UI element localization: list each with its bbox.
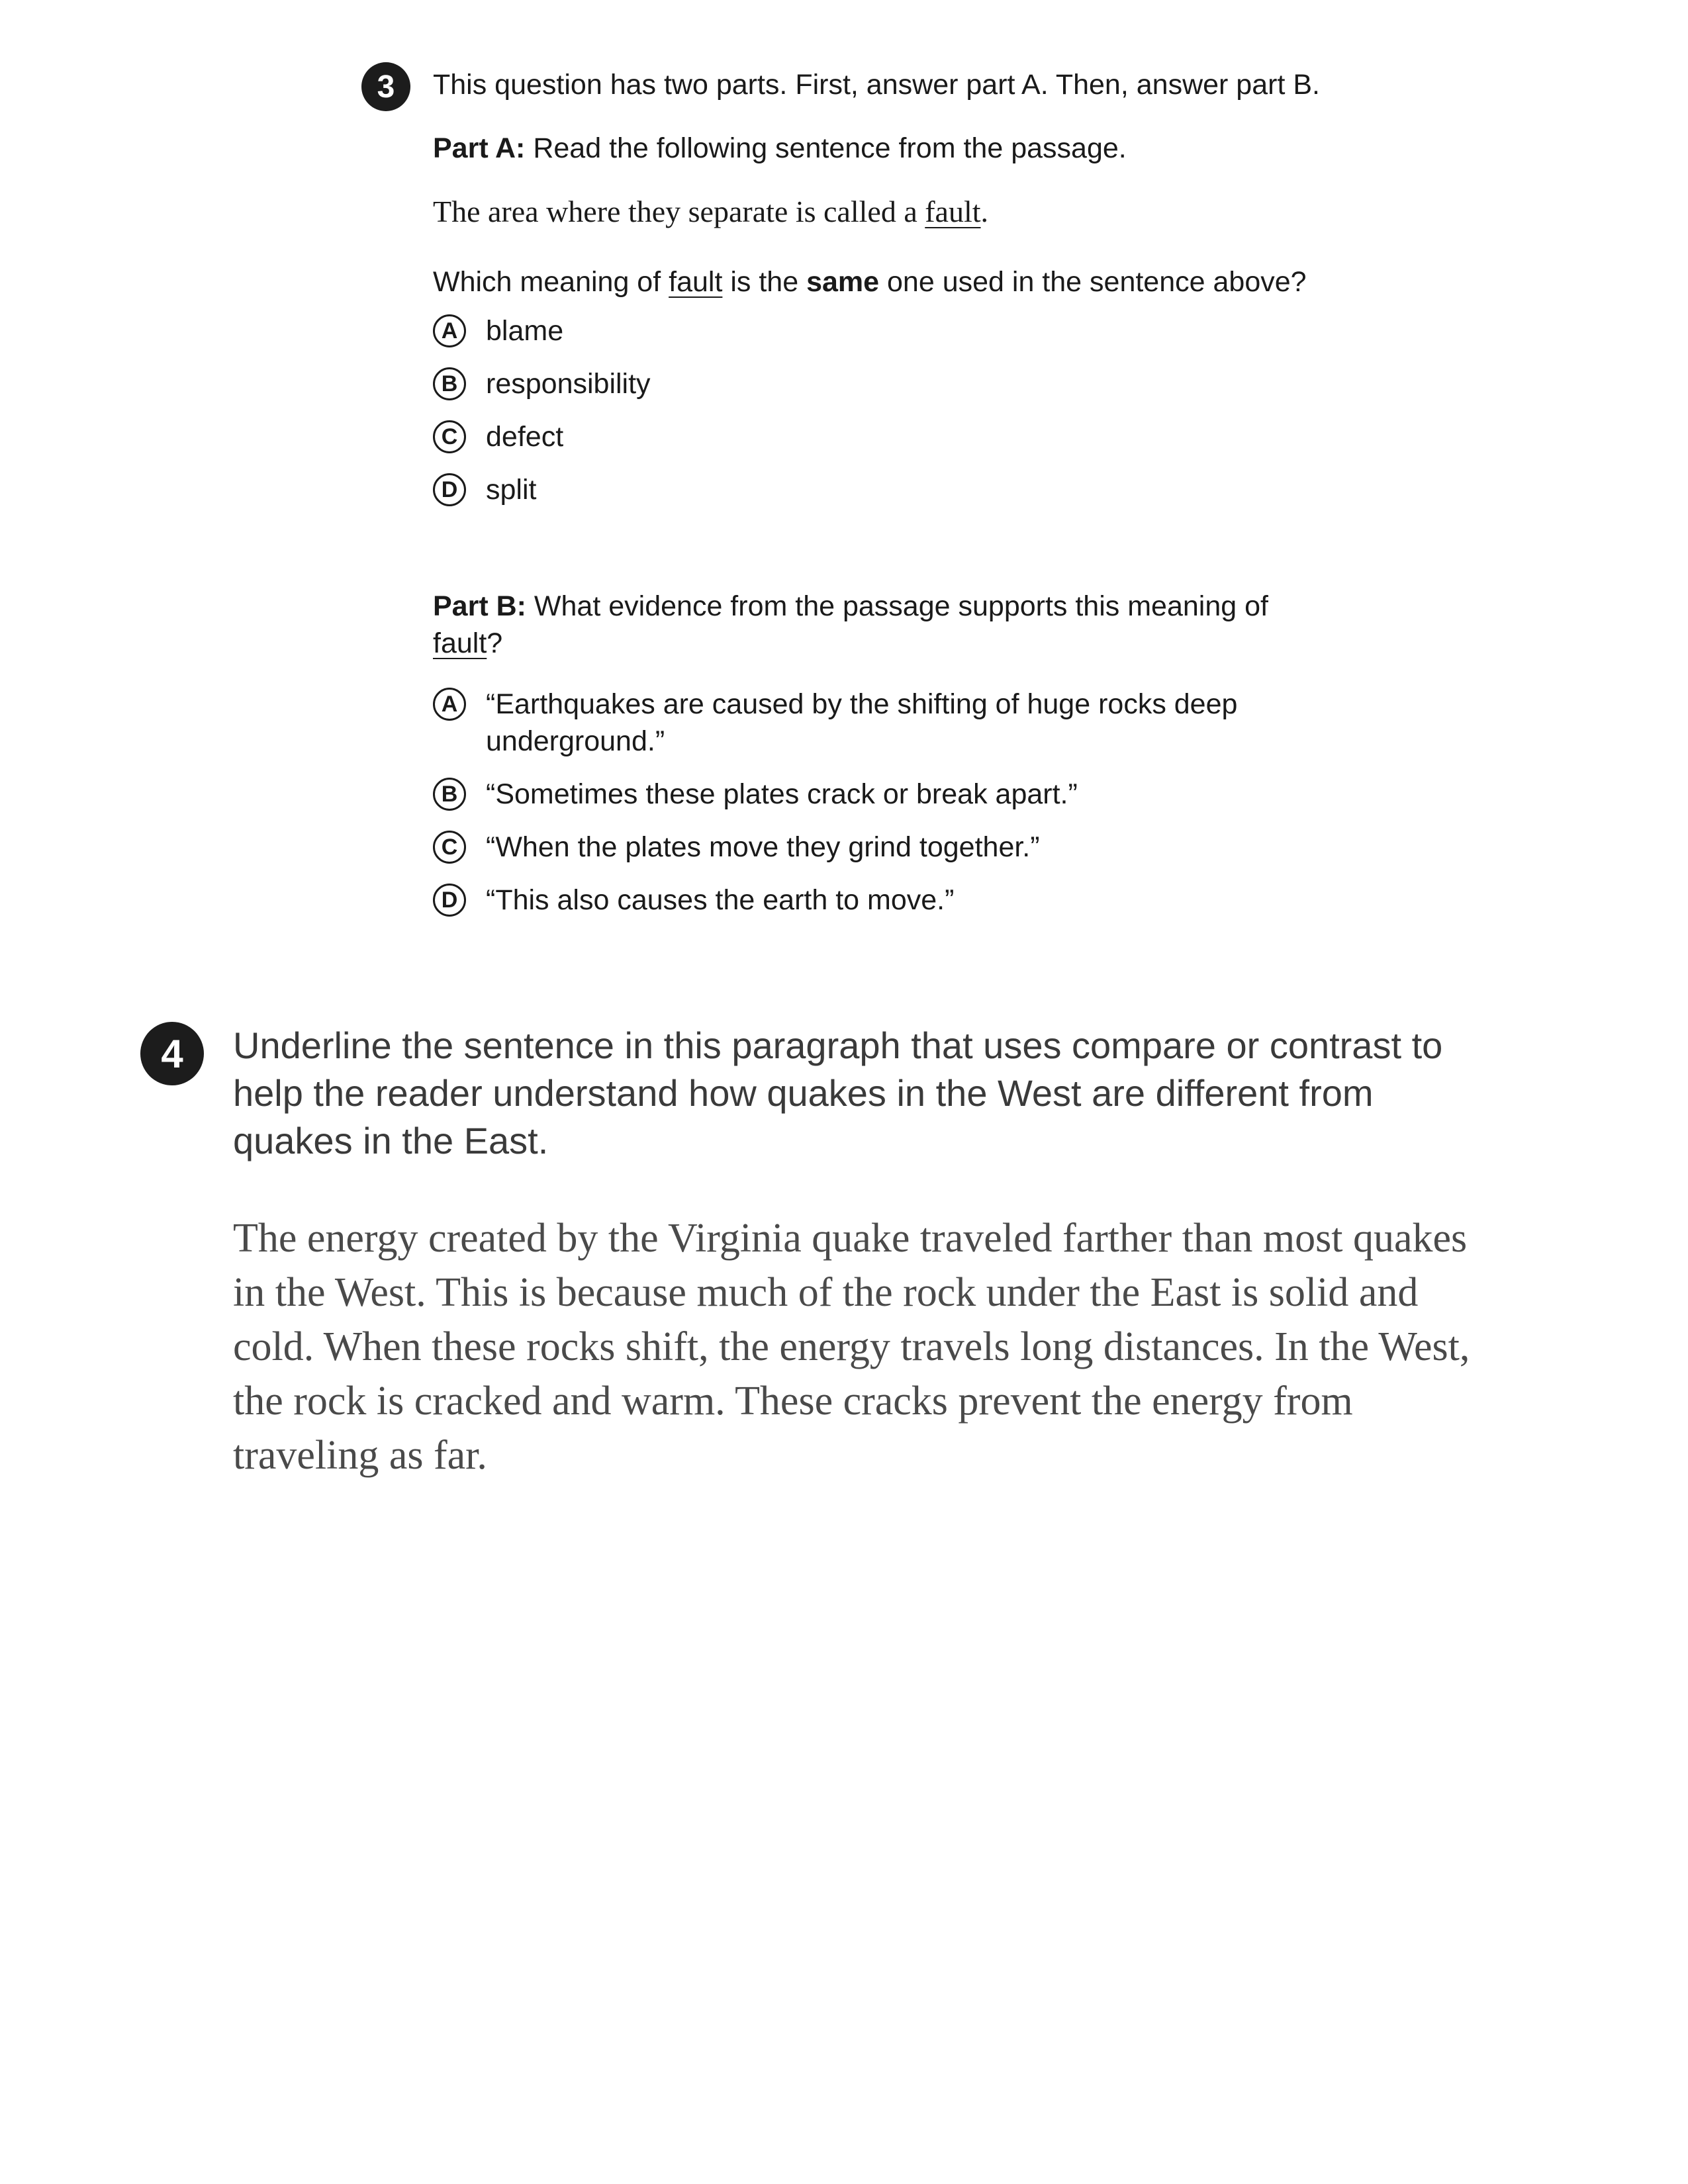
part-b-choice-c[interactable] xyxy=(433,829,1466,866)
excerpt-end: . xyxy=(980,195,989,228)
answer-bubble[interactable]: B xyxy=(433,367,466,400)
passage-sentence-5[interactable]: These cracks prevent the energy from traveling as far. xyxy=(233,1379,1353,1478)
choice-text: “When the plates move they grind together.” xyxy=(486,831,1040,863)
part-a-choice-b[interactable] xyxy=(433,365,1466,402)
part-a-question-middle: is the xyxy=(722,266,807,298)
part-a-choices xyxy=(433,312,1466,508)
answer-bubble[interactable]: A xyxy=(433,314,466,347)
passage-sentence-3[interactable]: When these rocks shift, the energy travels long distances. xyxy=(323,1324,1264,1369)
part-b-choices xyxy=(433,686,1466,919)
part-a-choice-c[interactable] xyxy=(433,418,1466,455)
part-a-label: Part A: xyxy=(433,132,526,164)
part-a-choice-d[interactable] xyxy=(433,471,1466,508)
part-b-choice-a[interactable] xyxy=(433,686,1466,760)
question-3 xyxy=(433,66,1466,934)
part-a-question xyxy=(433,263,1466,300)
answer-bubble[interactable]: C xyxy=(433,420,466,453)
question-4-number-badge: 4 xyxy=(140,1022,204,1085)
choice-text: responsibility xyxy=(486,368,651,400)
answer-bubble[interactable]: A xyxy=(433,688,466,721)
question-3-instructions: This question has two parts. First, answer part A. Then, answer part B. xyxy=(433,69,1320,101)
answer-bubble[interactable]: D xyxy=(433,473,466,506)
part-a-question-term: fault xyxy=(669,266,723,298)
choice-text: “This also causes the earth to move.” xyxy=(486,884,955,916)
part-b-prompt-start: What evidence from the passage supports this meaning of xyxy=(534,590,1268,622)
part-a-question-end: one used in the sentence above? xyxy=(879,266,1307,298)
part-b-prompt-term: fault xyxy=(433,627,487,659)
choice-text: defect xyxy=(486,421,564,453)
part-b xyxy=(433,588,1466,919)
answer-bubble[interactable]: C xyxy=(433,831,466,864)
part-b-label: Part B: xyxy=(433,590,526,622)
passage-sentence-1[interactable]: The energy created by the Virginia quake traveled farther than most quakes in the West. xyxy=(233,1216,1468,1315)
choice-text: blame xyxy=(486,315,564,347)
choice-text: split xyxy=(486,474,537,506)
answer-bubble[interactable]: B xyxy=(433,778,466,811)
passage-sentence-4[interactable]: In the West, the rock is cracked and warm. xyxy=(233,1324,1470,1424)
part-b-prompt xyxy=(433,588,1307,662)
part-b-choice-b[interactable] xyxy=(433,776,1466,813)
question-4 xyxy=(233,1022,1491,1482)
part-a-prompt xyxy=(433,130,1466,167)
passage-excerpt-sentence xyxy=(433,193,1466,230)
part-a-choice-a[interactable] xyxy=(433,312,1466,349)
choice-text: “Sometimes these plates crack or break apart.” xyxy=(486,778,1078,810)
passage-sentence-2[interactable]: This is because much of the rock under the East is solid and cold. xyxy=(233,1270,1419,1369)
question-4-prompt: Underline the sentence in this paragraph that uses compare or contrast to help the reader understand how quakes in the West are different from quakes in the East. xyxy=(233,1024,1443,1161)
part-b-choice-d[interactable] xyxy=(433,882,1466,919)
answer-bubble[interactable]: D xyxy=(433,884,466,917)
excerpt-text: The area where they separate is called a xyxy=(433,195,925,228)
part-a-question-start: Which meaning of xyxy=(433,266,669,298)
choice-text: “Earthquakes are caused by the shifting of huge rocks deep underground.” xyxy=(486,688,1238,757)
question-3-number-badge: 3 xyxy=(361,62,410,111)
excerpt-underlined-term: fault xyxy=(925,195,981,228)
part-a-question-emphasis: same xyxy=(806,266,880,298)
part-b-prompt-end: ? xyxy=(487,627,503,659)
part-a-prompt-text: Read the following sentence from the passage. xyxy=(533,132,1127,164)
question-4-passage xyxy=(233,1211,1491,1482)
